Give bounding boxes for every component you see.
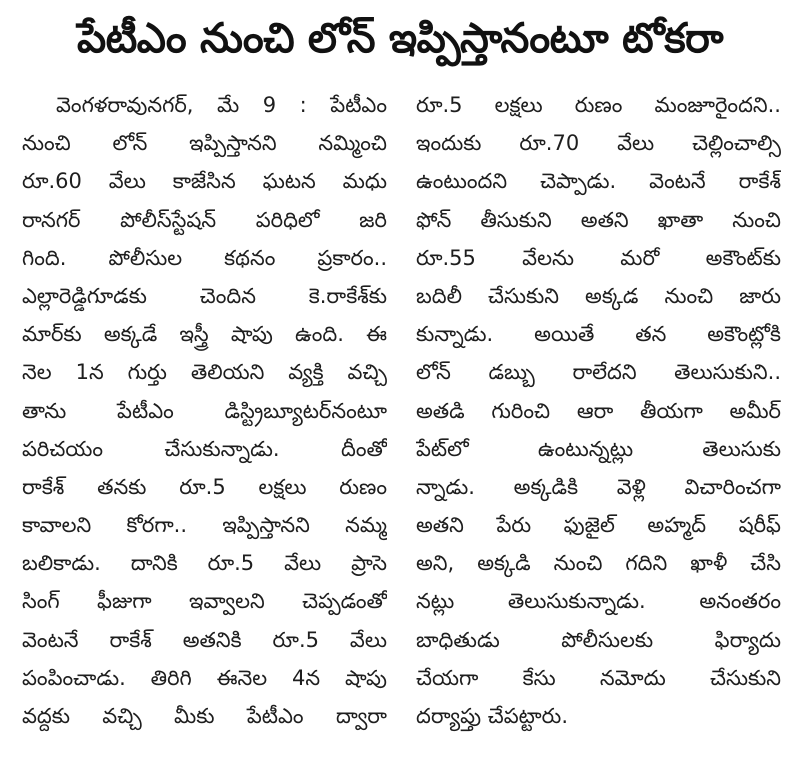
body-line: అతడి గురించి ఆరా తీయగా అమీర్ xyxy=(416,398,781,423)
body-line: అని, అక్కడి నుంచి గదిని ఖాళీ చేసి xyxy=(416,551,781,576)
body-line: సింగ్ ఫీజుగా ఇవ్వాలని చెప్పడంతో xyxy=(22,589,387,614)
body-line: రాకేశ్ తనకు రూ.5 లక్షలు రుణం xyxy=(22,474,387,499)
body-line: బదిలీ చేసుకుని అక్కడ నుంచి జారు xyxy=(416,283,781,308)
body-line: నుంచి లోన్ ఇప్పిస్తానని నమ్మించి xyxy=(22,131,387,156)
body-line: రూ.60 వేలు కాజేసిన ఘటన మధు xyxy=(22,169,387,194)
body-line: న్నాడు. అక్కడికి వెళ్లి విచారించగా xyxy=(416,474,781,499)
body-line: తాను పేటీఎం డిస్ట్రిబ్యూటర్‌నంటూ xyxy=(22,398,387,423)
body-line: కున్నాడు. అయితే తన అకౌంట్లోకి xyxy=(416,322,781,347)
body-line: గింది. పోలీసుల కథనం ప్రకారం.. xyxy=(22,245,387,270)
body-line: ఉంటుందని చెప్పాడు. వెంటనే రాకేశ్ xyxy=(416,169,781,194)
body-line: ఫోన్ తీసుకుని అతని ఖాతా నుంచి xyxy=(416,207,781,232)
body-line: వద్దకు వచ్చి మీకు పేటీఎం ద్వారా xyxy=(22,704,387,728)
body-line: రూ.5 లక్షలు రుణం మంజూరైందని.. xyxy=(416,93,781,117)
article-column-left xyxy=(22,86,387,735)
body-line: మార్‌కు అక్కడే ఇస్త్రీ షాపు ఉంది. ఈ xyxy=(22,322,387,347)
body-line: బాధితుడు పోలీసులకు ఫిర్యాదు xyxy=(416,627,781,652)
headline: పేటీఎం నుంచి లోన్ ఇప్పిస్తానంటూ టోకరా xyxy=(76,14,724,62)
body-line: నట్లు తెలుసుకున్నాడు. అనంతరం xyxy=(416,589,781,614)
article-column-right xyxy=(416,86,781,735)
body-line: ఎల్లారెడ్డిగూడకు చెందిన కె.రాకేశ్‌కు xyxy=(22,283,387,308)
body-line: పేట్‌లో ఉంటున్నట్లు తెలుసుకు xyxy=(416,436,781,461)
body-line: నెల 1న గుర్తు తెలియని వ్యక్తి వచ్చి xyxy=(22,360,387,385)
body-line: చేయగా కేసు నమోదు చేసుకుని xyxy=(416,665,781,690)
body-line: బలికాడు. దానికి రూ.5 వేలు ప్రాసె xyxy=(22,551,387,576)
body-line: ఇందుకు రూ.70 వేలు చెల్లించాల్సి xyxy=(416,131,781,156)
body-line: పంపించాడు. తిరిగి ఈనెల 4న షాపు xyxy=(22,665,387,690)
body-line: లోన్ డబ్బు రాలేదని తెలుసుకుని.. xyxy=(416,360,781,385)
body-line: అతని పేరు ఫుజైల్ అహ్మద్ షరీఫ్ xyxy=(416,513,781,538)
body-line: వెంగళరావునగర్, మే 9 : పేటీఎం xyxy=(56,93,387,117)
body-line: రూ.55 వేలను మరో అకౌంట్‌కు xyxy=(416,245,781,270)
body-line: దర్యాప్తు చేపట్టారు. xyxy=(416,704,568,728)
body-line: కావాలని కోరగా.. ఇప్పిస్తానని నమ్మ xyxy=(22,513,387,538)
body-line: రానగర్ పోలీస్‌స్టేషన్ పరిధిలో జరి xyxy=(22,207,387,232)
body-line: పరిచయం చేసుకున్నాడు. దీంతో xyxy=(22,436,387,461)
body-line: వెంటనే రాకేశ్ అతనికి రూ.5 వేలు xyxy=(22,627,387,652)
